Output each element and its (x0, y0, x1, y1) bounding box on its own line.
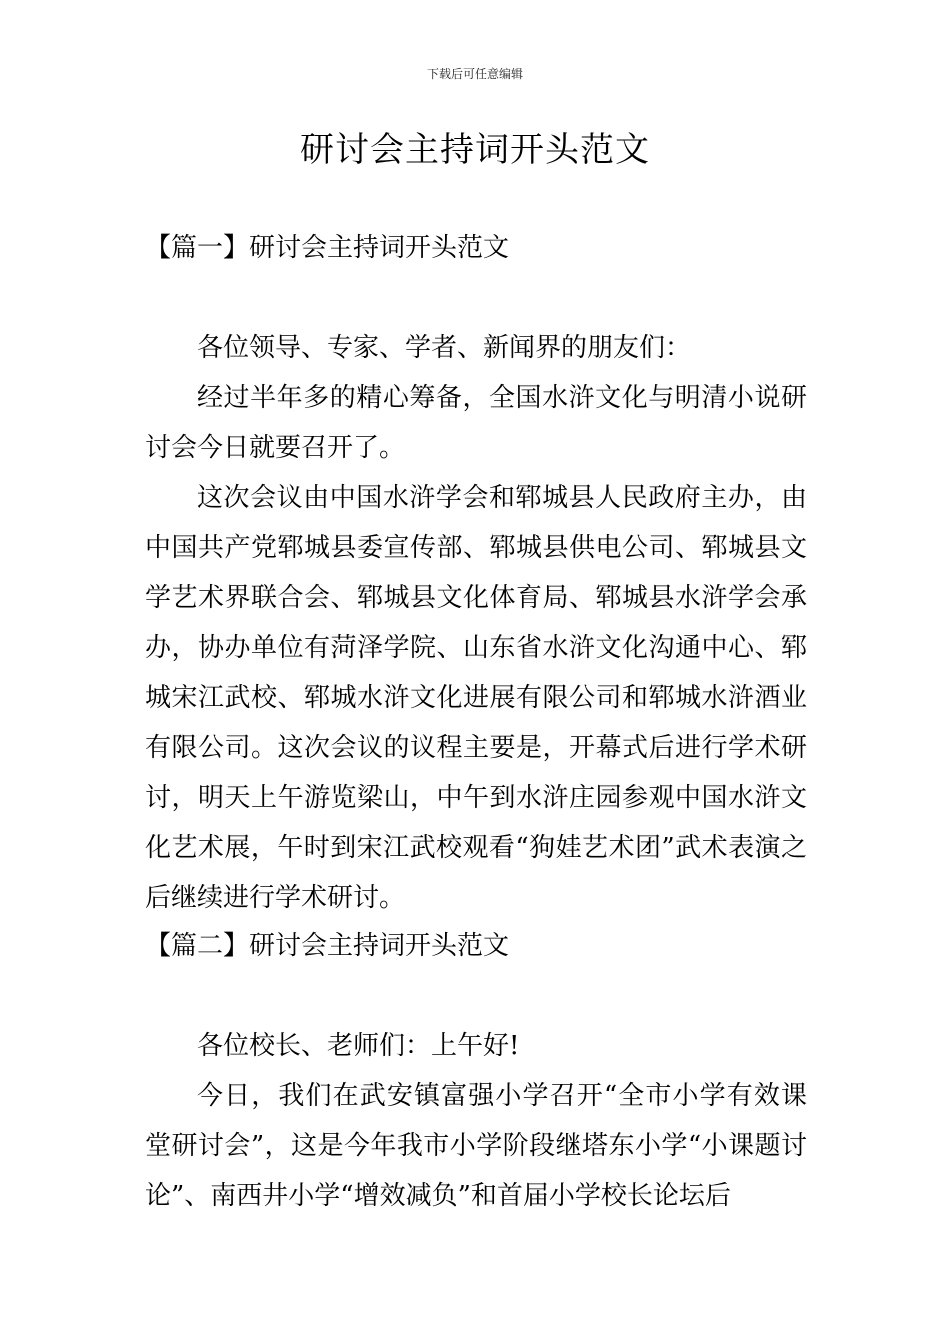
section-2-body (145, 1021, 807, 1221)
paragraph-salutation: 各位领导、专家、学者、新闻界的朋友们： (197, 333, 692, 363)
paragraph-salutation: 各位校长、老师们：上午好! (197, 1031, 520, 1061)
section-heading-2: 【篇二】研讨会主持词开头范文 (145, 931, 510, 961)
paragraph: 这次会议由中国水浒学会和郓城县人民政府主办，由中国共产党郓城县委宣传部、郓城县供电公司、郓城县文学艺术界联合会、郓城县文化体育局、郓城县水浒学会承办，协办单位有菏泽学院、山东省水浒文化沟通中心、郓城宋江武校、郓城水浒文化进展有限公司和郓城水浒酒业有限公司。这次会议的议程主要是，开幕式后进行学术研讨，明天上午游览梁山，中午到水浒庄园参观中国水浒文化艺术展，午时到宋江武校观看“狗娃艺术团”武术表演之后继续进行学术研讨。 (145, 483, 807, 913)
section-1-body (145, 323, 807, 923)
paragraph: 今日，我们在武安镇富强小学召开“全市小学有效课堂研讨会”，这是今年我市小学阶段继塔东小学“小课题讨论”、南西井小学“增效减负”和首届小学校长论坛后 (145, 1081, 807, 1211)
document-title: 研讨会主持词开头范文 (300, 130, 650, 170)
header-note: 下载后可任意编辑 (426, 67, 523, 81)
section-heading-1: 【篇一】研讨会主持词开头范文 (145, 233, 510, 263)
paragraph: 经过半年多的精心筹备，全国水浒文化与明清小说研讨会今日就要召开了。 (145, 383, 807, 463)
